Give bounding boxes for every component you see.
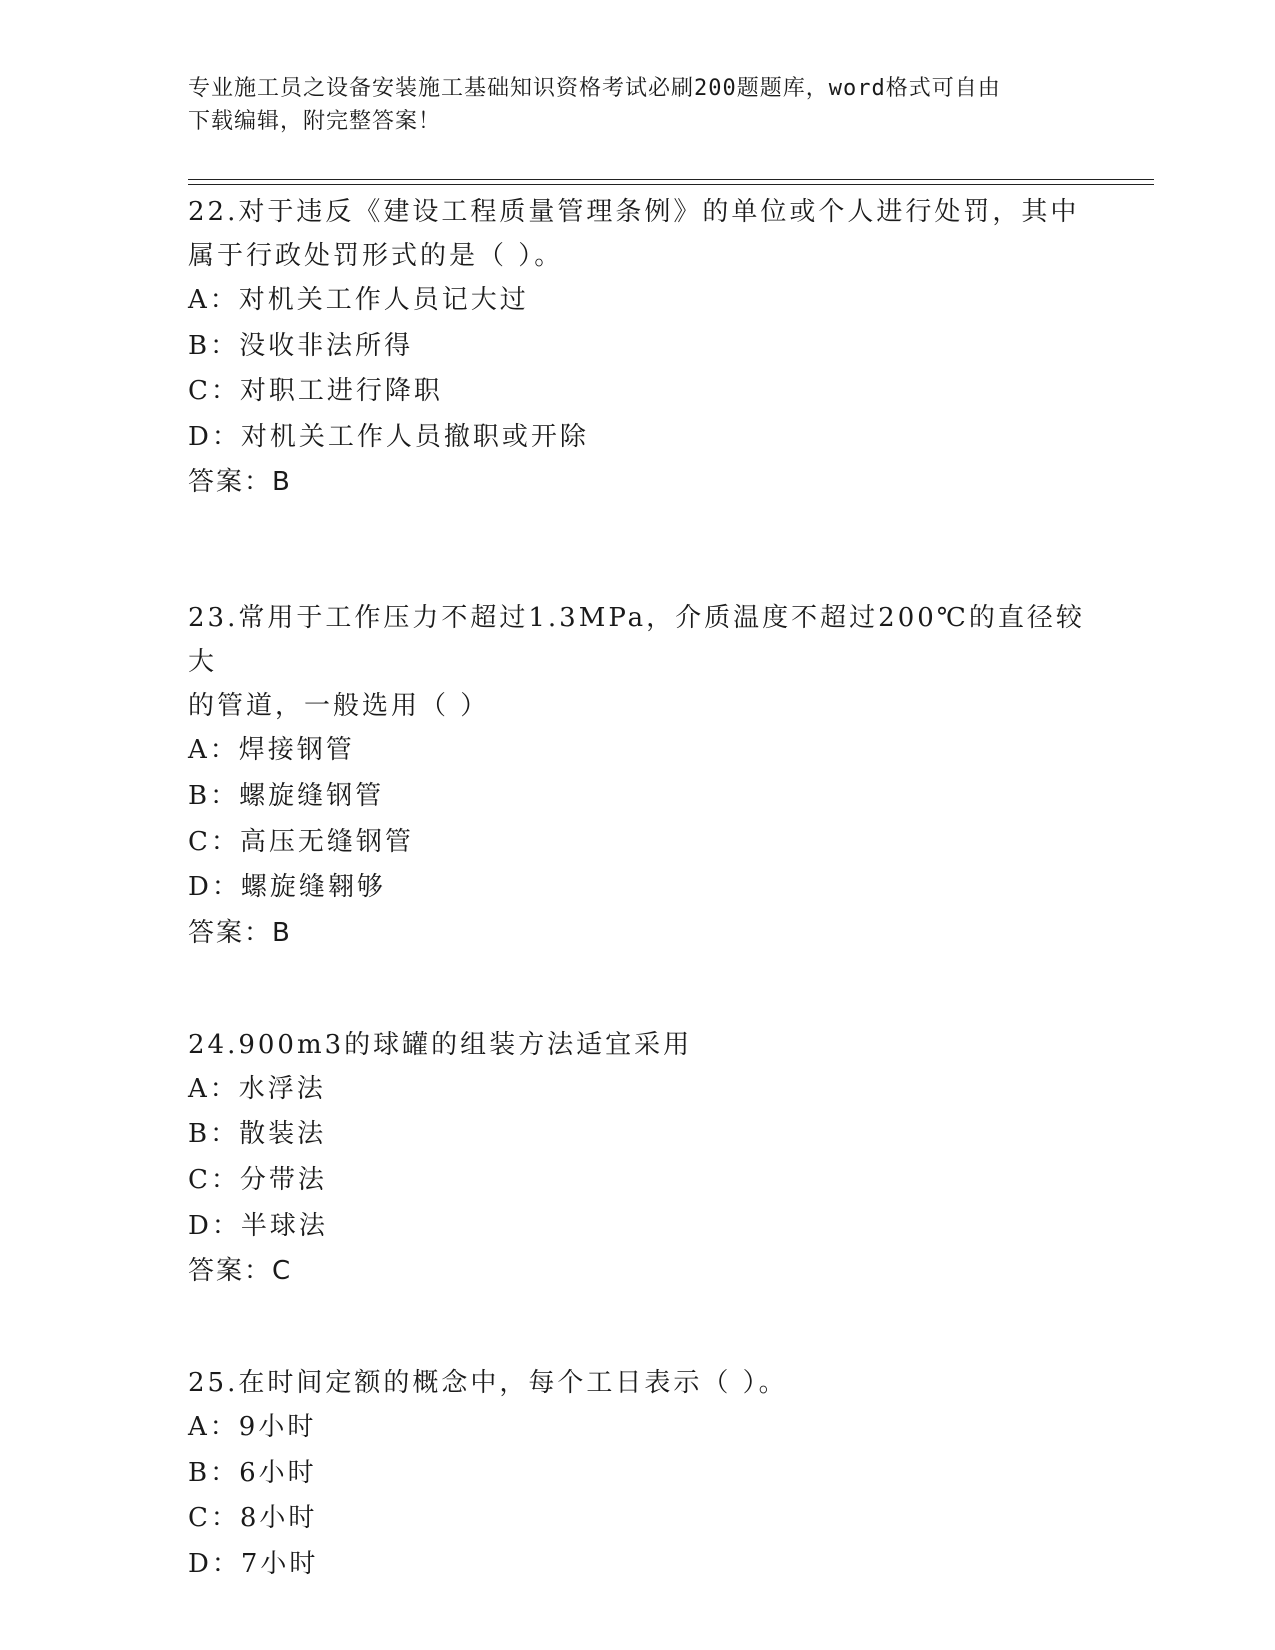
question-text: 23.常用于工作压力不超过1.3MPa，介质温度不超过200℃的直径较大 — [188, 603, 1085, 678]
option-b: B：散装法 — [188, 1119, 327, 1150]
header-divider-top — [188, 179, 1154, 180]
option-b: B：没收非法所得 — [188, 330, 414, 361]
option-c: C：8小时 — [188, 1503, 318, 1534]
question-text: 25.在时间定额的概念中，每个工日表示（ ）。 — [188, 1368, 788, 1399]
answer: 答案：B — [188, 917, 292, 948]
document-header — [188, 72, 1068, 138]
option-d: D：7小时 — [188, 1548, 319, 1579]
question-text-cont: 的管道，一般选用（ ） — [188, 691, 490, 722]
option-a: A：对机关工作人员记大过 — [188, 285, 529, 315]
question-text: 24.900m3的球罐的组装方法适宜采用 — [188, 1029, 693, 1060]
question-25 — [188, 1361, 1088, 1587]
question-text: 22.对于违反《建设工程质量管理条例》的单位或个人进行处罚，其中 — [188, 197, 1080, 227]
question-24 — [188, 1023, 1088, 1294]
answer: 答案：C — [188, 1256, 293, 1287]
header-line-2: 下载编辑，附完整答案！ — [188, 109, 442, 134]
option-b: B：6小时 — [188, 1457, 317, 1488]
option-a: A：焊接钢管 — [188, 735, 355, 766]
question-text-cont: 属于行政处罚形式的是（ ）。 — [188, 241, 564, 271]
option-b: B：螺旋缝钢管 — [188, 780, 385, 811]
question-23 — [188, 596, 1088, 955]
option-d: D：对机关工作人员撤职或开除 — [188, 421, 589, 452]
option-a: A：9小时 — [188, 1412, 317, 1443]
question-list — [188, 190, 1088, 1588]
header-divider-bottom — [188, 184, 1154, 185]
answer: 答案：B — [188, 467, 292, 498]
option-c: C：高压无缝钢管 — [188, 826, 414, 857]
option-c: C：对职工进行降职 — [188, 376, 443, 407]
option-c: C：分带法 — [188, 1164, 327, 1195]
question-22 — [188, 190, 1088, 505]
option-d: D：螺旋缝翱够 — [188, 872, 386, 903]
option-a: A：水浮法 — [188, 1073, 326, 1104]
header-line-1: 专业施工员之设备安装施工基础知识资格考试必刷200题题库，word格式可自由 — [188, 76, 1001, 101]
option-d: D：半球法 — [188, 1210, 328, 1241]
